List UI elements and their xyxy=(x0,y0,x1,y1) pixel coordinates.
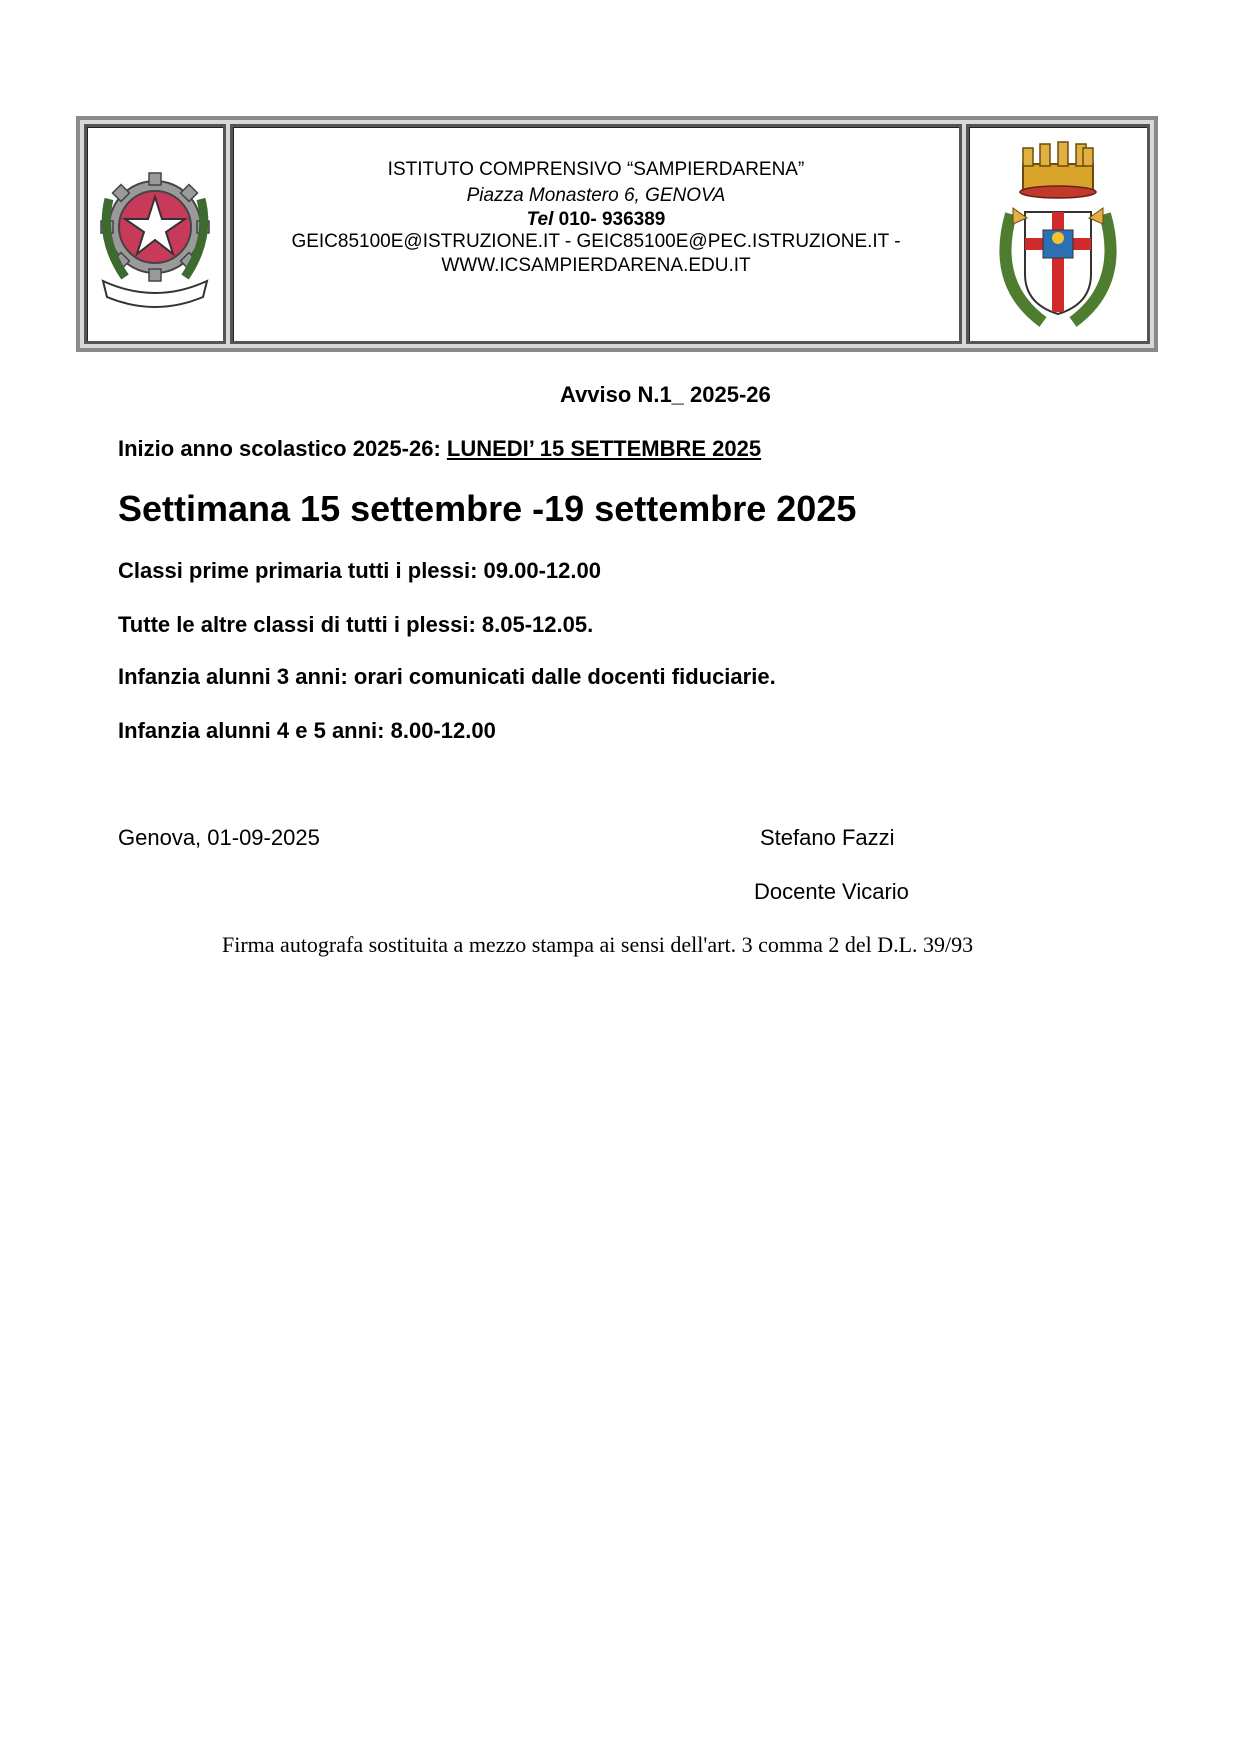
institute-website: WWW.ICSAMPIERDARENA.EDU.IT xyxy=(441,255,751,276)
institute-phone xyxy=(233,209,959,231)
school-year-start xyxy=(118,436,761,462)
schedule-line: Classi prime primaria tutti i plessi: 09.00-12.00 xyxy=(118,558,601,583)
signature-note: Firma autografa sostituita a mezzo stampa ai sensi dell'art. 3 comma 2 del D.L. 39/93 xyxy=(222,932,974,957)
schedule-line: Infanzia alunni 4 e 5 anni: 8.00-12.00 xyxy=(118,718,496,743)
signer-role: Docente Vicario xyxy=(754,879,909,904)
genova-coat-of-arms-icon xyxy=(983,134,1133,334)
institute-info xyxy=(230,124,962,344)
right-coat-of-arms-cell xyxy=(966,124,1150,344)
letterhead xyxy=(76,116,1158,352)
italian-republic-emblem-icon xyxy=(95,159,215,309)
notice-number: Avviso N.1_ 2025-26 xyxy=(560,382,771,407)
week-title: Settimana 15 settembre -19 settembre 2025 xyxy=(118,488,857,529)
schedule-line: Tutte le altre classi di tutti i plessi: 8.05-12.05. xyxy=(118,612,594,637)
left-emblem-cell xyxy=(84,124,226,344)
institute-address: Piazza Monastero 6, GENOVA xyxy=(466,185,726,206)
schedule-line: Infanzia alunni 3 anni: orari comunicati dalle docenti fiduciarie. xyxy=(118,664,776,689)
tel-number: 010- 936389 xyxy=(558,209,666,230)
school-year-start-date: LUNEDI’ 15 SETTEMBRE 2025 xyxy=(446,436,762,461)
school-year-start-label: Inizio anno scolastico 2025-26: xyxy=(118,436,447,461)
place-date: Genova, 01-09-2025 xyxy=(118,825,320,850)
tel-label: Tel xyxy=(526,209,554,230)
signer-name: Stefano Fazzi xyxy=(760,825,895,850)
institute-emails: GEIC85100E@ISTRUZIONE.IT - GEIC85100E@PEC.ISTRUZIONE.IT - xyxy=(291,231,901,252)
institute-name: ISTITUTO COMPRENSIVO “SAMPIERDARENA” xyxy=(387,159,805,180)
